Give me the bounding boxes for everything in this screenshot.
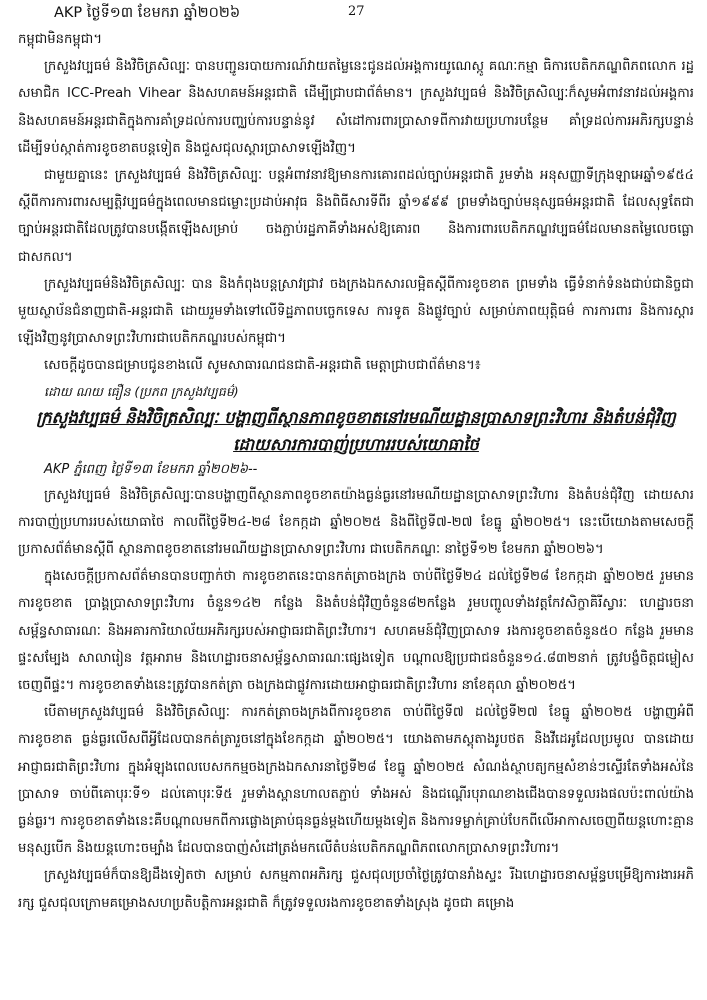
dateline: AKP ភ្នំពេញ ថ្ងៃទី១៣ ខែមករា ឆ្នាំ២០២៦--	[44, 461, 258, 477]
paragraph: ក្រសួងវប្បធម៌ និងវិចិត្រសិល្បៈបានបង្ហាញពីស្ថានភាពខូចខាតយ៉ាងធ្ងន់ធ្ងរនៅរមណីយដ្ឋានប្រាសាទព្រះវិហារ និងតំបន់ជុំវិញ ដោយសារការបាញ់ប្រហាររបស់យោធាថៃ កាលពីថ្ងៃទី២៤-២៨ ខែកក្កដា ឆ្នាំ២០២៥ និងពីថ្ងៃទី៧-២៧ ខែធ្នូ ឆ្នាំ២០២៥។ នេះបើយោងតាមសេចក្តីប្រកាសព័ត៌មានស្តីពី ស្ថានភាពខូចខាតនៅរមណីយដ្ឋានប្រាសាទព្រះវិហារ ជាបេតិកភណ្ឌៈ នាថ្ងៃទី១២ ខែមករា ឆ្នាំ២០២៦។	[18, 487, 694, 558]
paragraph: ក្រសួងវប្បធម៌និងវិចិត្រសិល្បៈ បាន និងកំពុងបន្តស្រាវជ្រាវ ចងក្រងឯកសារលម្អិតស្តីពីការខូចខាត ព្រមទាំង ធ្វើទំនាក់ទំនងជាប់ជានិច្ចជាមួយស្ថាប័នជំនាញជាតិ-អន្តរជាតិ ដោយរួមទាំងទៅលើទិដ្ឋភាពបច្ចេកទេស ការទូត និងផ្លូវច្បាប់ សម្រាប់ភាពយុត្តិធម៌ ការការពារ និងការស្តារឡើងវិញនូវប្រាសាទព្រះវិហារជាបេតិកភណ្ឌរបស់កម្ពុជា។	[18, 276, 694, 347]
paragraph: ក្នុងសេចក្តីប្រកាសព័ត៌មានបានបញ្ជាក់ថា ការខូចខាតនេះបានកត់ត្រាចងក្រង ចាប់ពីថ្ងៃទី២៤ ដល់ថ្ងៃទី២៨ ខែកក្កដា ឆ្នាំ២០២៥ រួមមានការខូចខាត ប្រាង្គប្រាសាទព្រះវិហារ ចំនួន១៤២ កន្លែង និងតំបន់ជុំវិញចំនួន៨២កន្លែង រួមបញ្ចូលទាំងវត្តកែវសិក្ខាគិរីស្វារៈ ហេដ្ឋារចនាសម្ព័ន្ធសាធារណៈ និងអគារការិយាល័យអភិរក្សរបស់អាជ្ញាធរជាតិព្រះវិហារ។ សហគមន៍ជុំវិញប្រាសាទ រងការខូចខាតចំនួន៥០ កន្លែង រួមមានផ្ទះសម្បែង សាលារៀន វត្តអារាម និងហេដ្ឋារចនាសម្ព័ន្ធសាធារណៈផ្សេងទៀត បណ្តាលឱ្យប្រជាជនចំនួន១៤.៨៣២នាក់ ត្រូវបង្ខំចិត្តជម្លៀសចេញពីផ្ទះ។ ការខូចខាតទាំងនេះត្រូវបានកត់ត្រា ចងក្រងជាផ្លូវការដោយអាជ្ញាធរជាតិព្រះវិហារ នាខែតុលា ឆ្នាំ២០២៥។	[18, 569, 694, 694]
article-body	[18, 482, 694, 917]
paragraph: សេចក្តីដូចបានជម្រាបជូនខាងលើ សូមសាធារណជនជាតិ-អន្តរជាតិ មេត្តាជ្រាបជាព័ត៌មាន។៖	[44, 358, 481, 374]
newsletter-page	[18, 0, 694, 1000]
page-number: 27	[348, 4, 365, 19]
paragraph: ជាមួយគ្នានេះ ក្រសួងវប្បធម៌ និងវិចិត្រសិល្បៈ បន្តអំពាវនាវឱ្យមានការគោរពដល់ច្បាប់អន្តរជាតិ រួមទាំង អនុសញ្ញាទីក្រុងឡាអេឆ្នាំ១៩៥៤ ស្តីពីការការពារសម្បត្តិវប្បធម៌ក្នុងពេលមានជម្លោះប្រដាប់អាវុធ និងពិធីសារទីពីរ ឆ្នាំ១៩៩៩ ព្រមទាំងច្បាប់មនុស្សធម៌អន្តរជាតិ ដែលសុទ្ធតែជាច្បាប់អន្តរជាតិដែលត្រូវបានបង្កើតឡើងសម្រាប់ ចងភ្ជាប់រដ្ឋភាគីទាំងអស់ឱ្យគោរព និងការពារបេតិកភណ្ឌវប្បធម៌ដែលមានតម្លៃលេចធ្លោជាសកល។	[18, 168, 694, 265]
agency-date-header: AKP ថ្ងៃទី១៣ ខែមករា ឆ្នាំ២០២៦	[54, 5, 241, 21]
article-continued	[18, 26, 694, 380]
page-header	[18, 0, 694, 26]
paragraph: បើតាមក្រសួងវប្បធម៌ និងវិចិត្រសិល្បៈ ការកត់ត្រាចងក្រងពីការខូចខាត ចាប់ពីថ្ងៃទី៧ ដល់ថ្ងៃទី២៧ ខែធ្នូ ឆ្នាំ២០២៥ បង្ហាញអំពីការខូចខាត ធ្ងន់ធ្ងរលើសពីអ្វីដែលបានកត់ត្រារួចនៅក្នុងខែកក្កដា ឆ្នាំ២០២៥។ យោងតាមភស្តុតាងរូបថត និងវីដេអូដែលប្រមូល បានដោយអាជ្ញាធរជាតិព្រះវិហារ ក្នុងអំឡុងពេលបេសកកម្មចងក្រងឯកសារនាថ្ងៃទី២៨ ខែធ្នូ ឆ្នាំ២០២៥ សំណង់ស្ថាបត្យកម្មសំខាន់ៗស្ទើរតែទាំងអស់នៃប្រាសាទ ចាប់ពីគោបុរៈទី១ ដល់គោបុរៈទី៥ រួមទាំងស្ពានហាលតភ្ជាប់ ទាំងអស់ និងជណ្តើរបុរាណខាងជើងបានទទួលរងផលប៉ះពាល់យ៉ាងធ្ងន់ធ្ងរ។ ការខូចខាតទាំងនេះគឺបណ្តាលមកពីការផ្លោងគ្រាប់ធុនធ្ងន់ម្តងហើយម្តងទៀត និងការទម្លាក់គ្រាប់បែកពីលើអាកាសចេញពីយន្តហោះគ្មានមនុស្សបើក និងយន្តហោះចម្បាំង ដែលបានបាញ់សំដៅត្រង់មកលើតំបន់បេតិកភណ្ឌពិភពលោកប្រាសាទព្រះវិហារ។	[18, 705, 695, 857]
paragraph: ក្រសួងវប្បធម៌ក៏បានឱ្យដឹងទៀតថា សម្រាប់ សកម្មភាពអភិរក្ស ជួសជុលប្រចាំថ្ងៃត្រូវបានរាំងស្ទះ រីឯហេដ្ឋារចនាសម្ព័ន្ធបម្រើឱ្យការងារអភិរក្ស ជួសជុលក្រោមគម្រោងសហប្រតិបត្តិការអន្តរជាតិ ក៏ត្រូវទទួលរងការខូចខាតទាំងស្រុង ដូចជា គម្រោង	[18, 868, 694, 911]
paragraph: ក្រសួងវប្បធម៌ និងវិចិត្រសិល្បៈ បានបញ្ជូនរបាយការណ៍វាយតម្លៃនេះជូនដល់អង្គការយូណេស្កូ គណៈកម្មា ធិការបេតិកភណ្ឌពិភពលោក រដ្ឋសមាជិក ICC-Preah Vihear និងសហគមន៍អន្តរជាតិ ដើម្បីជ្រាបជាព័ត៌មាន។ ក្រសួងវប្បធម៌ និងវិចិត្រសិល្បៈក៏សូមអំពាវនាវដល់អង្គការ និងសហគមន៍អន្តរជាតិក្នុងការគាំទ្រដល់ការបញ្ឈប់ការបន្ទាន់នូវ សំដៅការពារប្រាសាទពីការវាយប្រហារបន្ថែម គាំទ្រដល់ការអភិរក្សបន្ទាន់ដើម្បីទប់ស្កាត់ការខូចខាតបន្តទៀត និងជួសជុលស្តារប្រាសាទឡើងវិញ។	[18, 59, 694, 156]
byline: ដោយ ណយ ធឿន (ប្រភព ក្រសួងវប្បធម៌)	[44, 383, 239, 399]
paragraph: កម្ពុជាមិនកម្ពុជា។	[18, 32, 103, 47]
article-headline: ក្រសួងវប្បធម៌ និងវិចិត្រសិល្បៈ បង្ហាញពីស្ថានភាពខូចខាតនៅរមណីយដ្ឋានប្រាសាទព្រះវិហារ និងតំបន់ជុំវិញដោយសារការបាញ់ប្រហាររបស់យោធាថៃ	[36, 407, 676, 454]
